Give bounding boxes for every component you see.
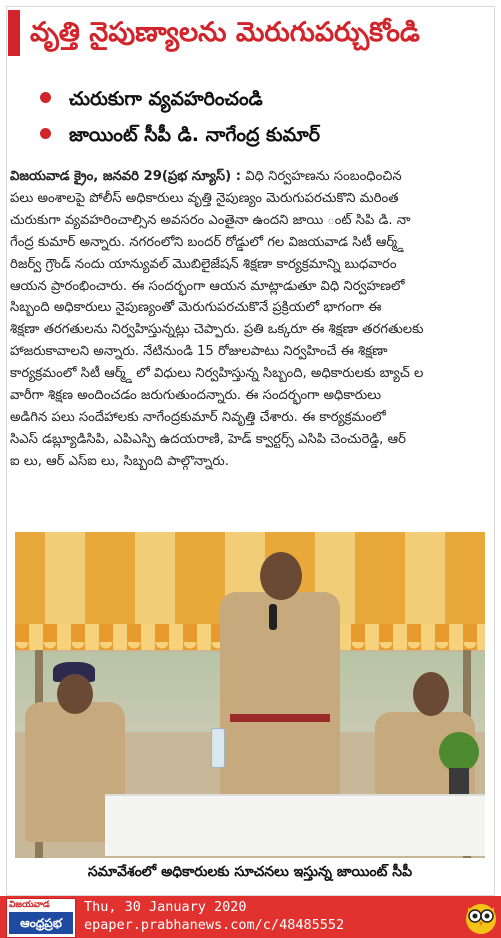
- body-line: పలు అంశాలపై పోలీస్ అధికారులు వృత్తి నైపుణ్యం మెరుగుపరచుకొని మరింత: [10, 190, 399, 206]
- photo-caption: సమావేశంలో అధికారులకు సూచనలు ఇస్తున్న జాయింట్ సీపీ: [15, 858, 485, 886]
- body-line: సిబ్బంది అధికారులు నైపుణ్యంతో మెరుగుపరచుకొనే ప్రక్రియలో భాగంగా ఈ: [10, 300, 382, 316]
- epaper-link[interactable]: epaper.prabhanews.com/c/48485552: [84, 917, 345, 933]
- body-line: అడిగిన పలు సందేహాలకు నాగేంద్రకుమార్ నివృత్తి చేశారు. ఈ కార్యక్రమంలో: [10, 409, 386, 425]
- body-line-text: విధి నిర్వహణను సంబంధించిన: [245, 169, 402, 184]
- body-line: వారీగా శిక్షణ అందించడం జరుగుతుందన్నారు. ఈ సందర్భంగా అధికారులు: [10, 388, 382, 404]
- body-line: చురుకుగా వ్యవహరించాల్సిన అవసరం ఎంతైనా ఉందని జాయి ంట్ సిపి డి. నా: [10, 212, 411, 228]
- body-line: శిక్షణా తరగతులను నిర్వహిస్తున్నట్లు చెప్పారు. ప్రతి ఒక్కరూ ఈ శిక్షణా తరగతులకు: [10, 322, 424, 338]
- edition-label: విజయవాడ: [9, 900, 50, 910]
- body-line: సిఎస్ డబ్ల్యూడిసిపి, ఎపిఎస్పి ఉదయరాణి, హెడ్ క్వార్టర్స్ ఎసిపి చెంచురెడ్డి, ఆర్: [10, 431, 406, 447]
- article-body: [10, 166, 492, 473]
- body-line: [10, 166, 492, 188]
- body-line: ఐ లు, ఆర్ ఎస్ఐ లు, సిబ్బంది పాల్గొన్నారు.: [10, 453, 229, 469]
- headline-accent-bar: [8, 10, 20, 56]
- plant-pot: [449, 768, 469, 794]
- epaper-footer: [0, 896, 501, 938]
- masthead-label: ఆంధ్రప్రభ: [9, 912, 73, 934]
- body-line: హాజరుకావాలని అన్నారు. నేటినుండి 15 రోజులపాటు నిర్వహించే ఈ శిక్షణా: [10, 344, 388, 360]
- body-line: ఆయన ప్రారంభించారు. ఈ సందర్భంగా ఆయన మాట్లాడుతూ విధి నిర్వహణలో: [10, 278, 405, 294]
- publish-date: Thu, 30 January 2020: [84, 899, 247, 915]
- dateline: విజయవాడ క్రైం, జనవరి 29(ప్రభ న్యూస్) :: [10, 169, 242, 184]
- body-line: రిజర్వ్ గ్రౌండ్ నందు యాన్యువల్ మొబిలైజేషన్ శిక్షణా కార్యక్రమాన్ని బుధవారం: [10, 256, 397, 272]
- canopy-stripe: [45, 532, 85, 624]
- body-line: కార్యక్రమంలో సిటీ ఆర్మ్డ్ లో విధులు నిర్వహిస్తున్న సిబ్బంది, అధికారులకు బ్యాచ్ ల: [10, 366, 424, 382]
- owl-icon: [464, 899, 498, 935]
- conference-table: [105, 794, 485, 856]
- canopy-stripe: [135, 532, 175, 624]
- deck-text: చురుకుగా వ్యవహరించండి: [69, 88, 263, 110]
- deck-text: జాయింట్ సీపీ డి. నాగేంద్ర కుమార్: [69, 124, 321, 146]
- newspaper-logo: [6, 898, 76, 938]
- bullet-icon: [40, 92, 51, 103]
- headline: వృత్తి నైపుణ్యాలను మెరుగుపర్చుకోండి: [30, 17, 420, 48]
- news-photo: [15, 532, 485, 864]
- deck-item: [40, 86, 263, 112]
- water-bottle: [211, 728, 225, 768]
- body-line: గేంద్ర కుమార్ అన్నారు. నగరంలోని బందర్ రోడ్డులో గల విజయవాడ సిటీ ఆర్మ్డ్: [10, 234, 404, 250]
- canopy-stripe: [405, 532, 445, 624]
- potted-plant: [439, 732, 479, 772]
- microphone-icon: [269, 604, 277, 630]
- deck-item: [40, 122, 320, 148]
- bullet-icon: [40, 128, 51, 139]
